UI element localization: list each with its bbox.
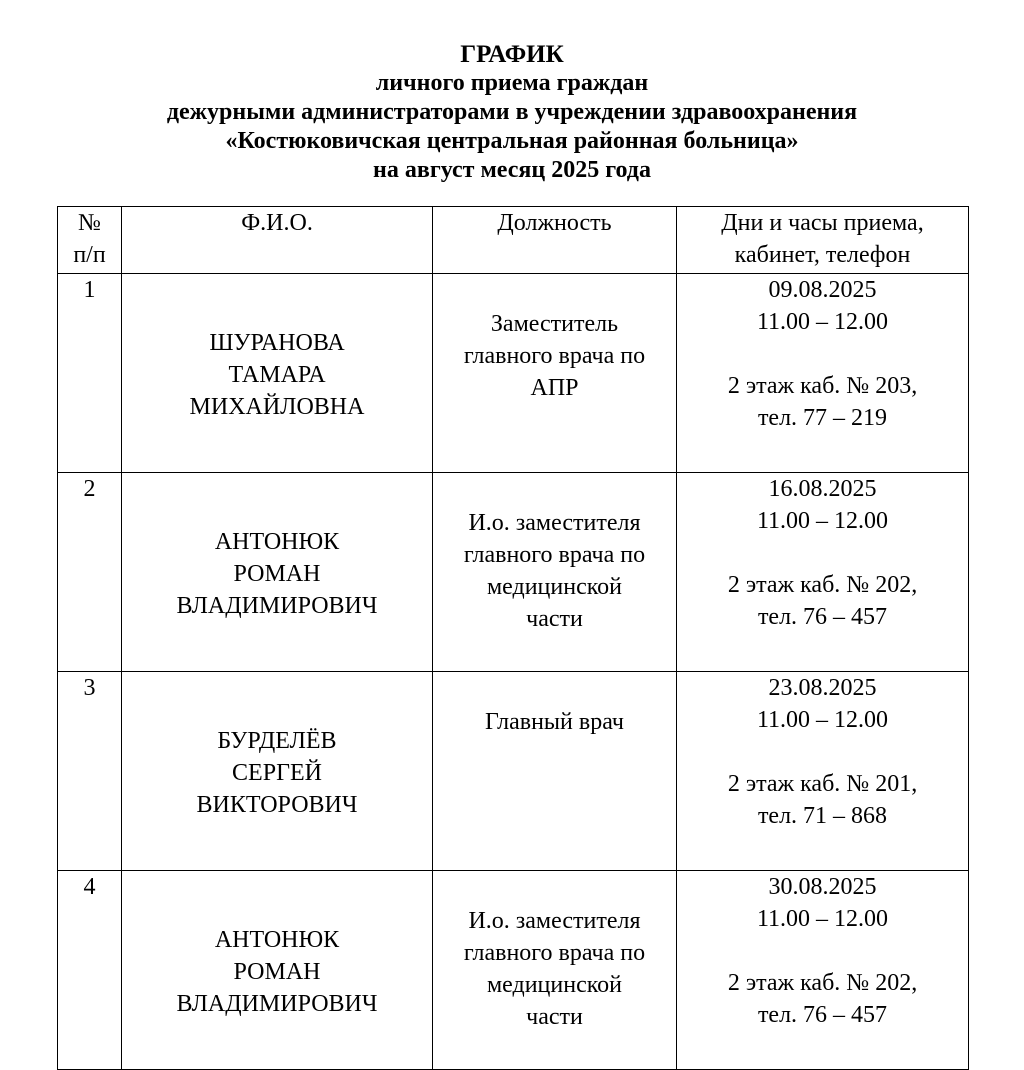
row-number: 4 xyxy=(83,874,96,900)
position-line: Заместитель xyxy=(490,311,619,337)
position-line: И.о. заместителя xyxy=(468,510,641,536)
row-number: 3 xyxy=(83,675,96,701)
column-header-fio xyxy=(122,207,433,274)
schedule-cell xyxy=(677,473,969,672)
position-line: главного врача по xyxy=(463,542,646,568)
reception-hours: 11.00 – 12.00 xyxy=(756,906,889,932)
column-header-schedule-line-1: Дни и часы приема, xyxy=(721,210,924,236)
position-cell xyxy=(433,672,677,871)
reception-date: 09.08.2025 xyxy=(768,277,877,303)
fio-line: АНТОНЮК xyxy=(214,529,340,555)
column-header-schedule xyxy=(677,207,969,274)
position-line: медицинской xyxy=(486,972,623,998)
table-row xyxy=(58,473,969,672)
fio-line: БУРДЕЛЁВ xyxy=(217,728,337,754)
row-number-cell xyxy=(58,274,122,473)
column-header-position-label: Должность xyxy=(497,210,612,236)
fio-line: ВЛАДИМИРОВИЧ xyxy=(176,593,378,619)
position-line: АПР xyxy=(530,375,579,401)
schedule-cell xyxy=(677,871,969,1070)
reception-room: 2 этаж каб. № 201, xyxy=(727,771,918,797)
spacer xyxy=(677,338,968,370)
reception-date: 23.08.2025 xyxy=(768,675,877,701)
reception-hours: 11.00 – 12.00 xyxy=(756,508,889,534)
reception-date: 30.08.2025 xyxy=(768,874,877,900)
row-number-cell xyxy=(58,871,122,1070)
reception-room: 2 этаж каб. № 202, xyxy=(727,970,918,996)
fio-line: МИХАЙЛОВНА xyxy=(189,394,365,420)
fio-cell xyxy=(122,274,433,473)
reception-room: 2 этаж каб. № 203, xyxy=(727,373,918,399)
column-header-number xyxy=(58,207,122,274)
reception-phone: тел. 76 – 457 xyxy=(757,604,888,630)
table-row xyxy=(58,871,969,1070)
fio-line: ВЛАДИМИРОВИЧ xyxy=(176,991,378,1017)
fio-line: РОМАН xyxy=(233,959,321,985)
heading-line-2: дежурными администраторами в учреждении здравоохранения xyxy=(166,99,858,125)
row-number-cell xyxy=(58,672,122,871)
document-heading xyxy=(0,40,1024,185)
table-row xyxy=(58,274,969,473)
fio-cell xyxy=(122,871,433,1070)
heading-line-1: личного приема граждан xyxy=(375,70,649,96)
schedule-table-body xyxy=(58,274,969,1070)
fio-line: ВИКТОРОВИЧ xyxy=(196,792,358,818)
schedule-cell xyxy=(677,274,969,473)
reception-hours: 11.00 – 12.00 xyxy=(756,309,889,335)
position-line: части xyxy=(526,1004,583,1030)
position-line: главного врача по xyxy=(463,940,646,966)
fio-line: СЕРГЕЙ xyxy=(232,760,322,786)
reception-phone: тел. 76 – 457 xyxy=(757,1002,888,1028)
schedule-cell xyxy=(677,672,969,871)
fio-line: АНТОНЮК xyxy=(214,927,340,953)
column-header-position xyxy=(433,207,677,274)
position-line: части xyxy=(526,606,583,632)
column-header-number-line-2: п/п xyxy=(73,242,106,268)
position-line: главного врача по xyxy=(463,343,646,369)
fio-line: ШУРАНОВА xyxy=(209,330,345,356)
column-header-fio-label: Ф.И.О. xyxy=(241,210,313,236)
heading-line-4: на август месяц 2025 года xyxy=(373,157,651,183)
fio-cell xyxy=(122,672,433,871)
reception-hours: 11.00 – 12.00 xyxy=(756,707,889,733)
spacer xyxy=(677,537,968,569)
reception-phone: тел. 77 – 219 xyxy=(757,405,888,431)
position-cell xyxy=(433,871,677,1070)
position-line: Главный врач xyxy=(485,709,624,735)
row-number: 1 xyxy=(83,277,96,303)
fio-cell xyxy=(122,473,433,672)
position-cell xyxy=(433,473,677,672)
column-header-schedule-line-2: кабинет, телефон xyxy=(734,242,911,268)
position-line: И.о. заместителя xyxy=(468,908,641,934)
table-header-row xyxy=(58,207,969,274)
spacer xyxy=(677,935,968,967)
row-number-cell xyxy=(58,473,122,672)
row-number: 2 xyxy=(83,476,96,502)
position-cell xyxy=(433,274,677,473)
spacer xyxy=(677,736,968,768)
table-row xyxy=(58,672,969,871)
column-header-number-line-1: № xyxy=(78,210,101,236)
reception-date: 16.08.2025 xyxy=(768,476,877,502)
position-line: медицинской xyxy=(486,574,623,600)
reception-room: 2 этаж каб. № 202, xyxy=(727,572,918,598)
fio-line: ТАМАРА xyxy=(228,362,326,388)
document-title: ГРАФИК xyxy=(460,41,564,68)
fio-line: РОМАН xyxy=(233,561,321,587)
schedule-table xyxy=(57,206,969,1070)
heading-line-3: «Костюковичская центральная районная больница» xyxy=(225,128,799,154)
reception-phone: тел. 71 – 868 xyxy=(757,803,888,829)
